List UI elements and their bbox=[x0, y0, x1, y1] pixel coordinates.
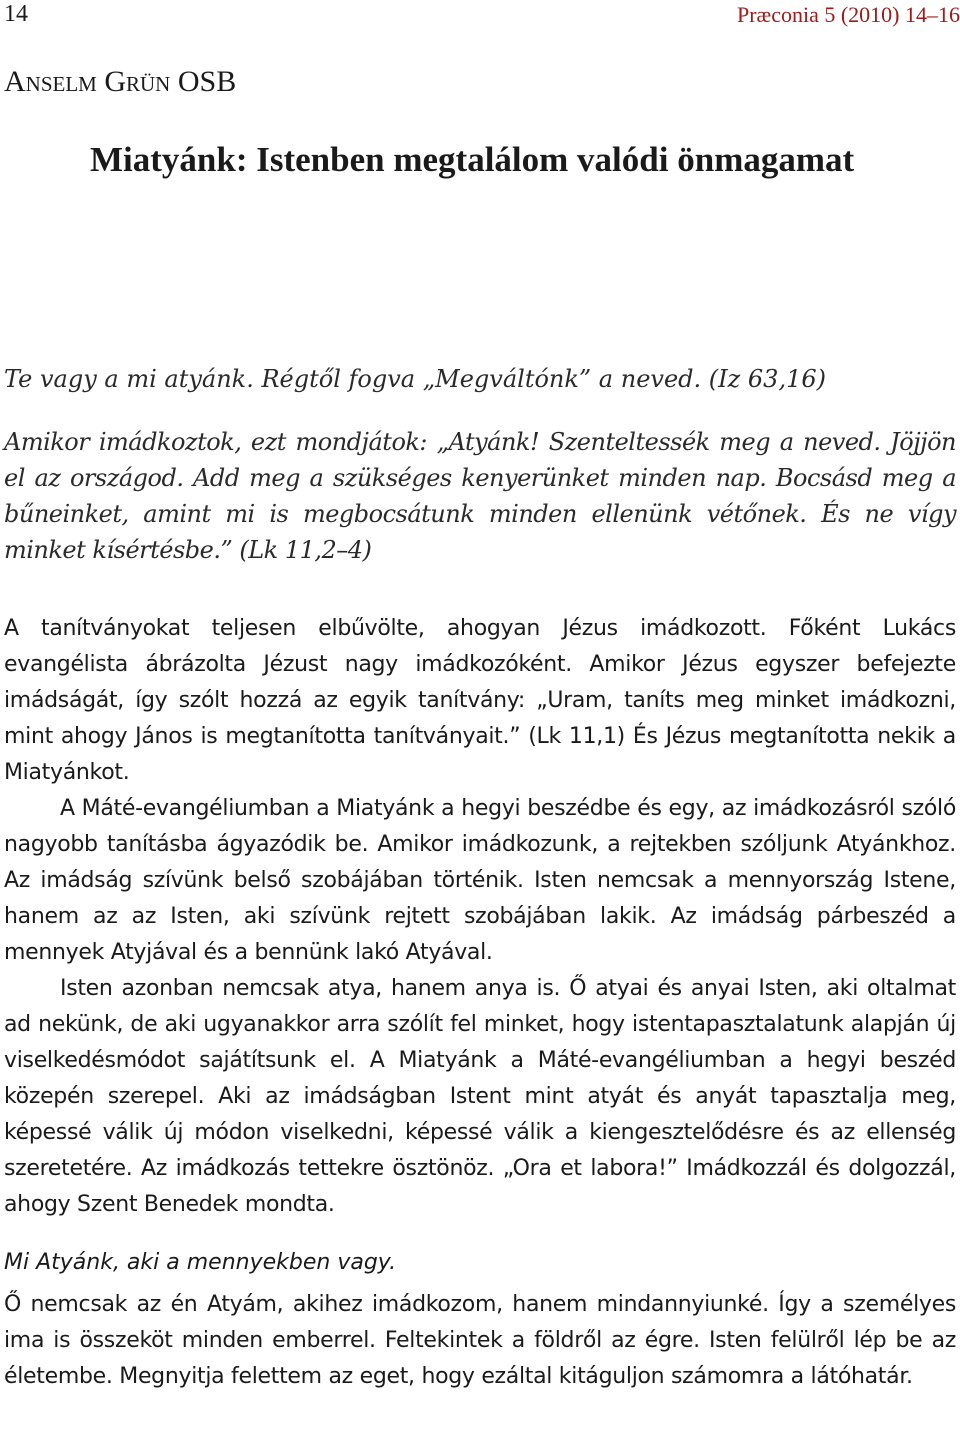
body-paragraph: A Máté-evangéliumban a Miatyánk a hegyi beszédbe és egy, az imádkozásról szóló nagyobb tanításba ágyazódik be. Amikor imádkozunk, a rejtekben szóljunk Atyánkhoz. Az imádság szívünk belső szobájában történik. Isten nemcsak a mennyország Istene, hanem az az Isten, aki szívünk rejtett szobájában lakik. Az imádság párbeszéd a mennyek Atyjával és a bennünk lakó Atyával. bbox=[4, 796, 956, 965]
page-number: 14 bbox=[4, 1, 28, 27]
article-author: Anselm Grün OSB bbox=[4, 65, 237, 98]
section-body bbox=[4, 1287, 956, 1395]
page-header bbox=[4, 0, 960, 32]
epigraph-luke: Amikor imádkoztok, ezt mondjátok: „Atyánk! Szenteltessék meg a neved. Jöjjön el az országod. Add meg a szükséges kenyerünket minden nap. Bocsásd meg a bűneinket, amint mi is megbocsátunk minden ellenünk vétőnek. És ne vígy minket kísértésbe.” (Lk 11,2–4) bbox=[4, 428, 956, 564]
running-head: Præconia 5 (2010) 14–16 bbox=[736, 2, 960, 27]
body-paragraph: Isten azonban nemcsak atya, hanem anya is. Ő atyai és anyai Isten, aki oltalmat ad nekünk, de aki ugyanakkor arra szólít fel minket, hogy istentapasztalatunk alapján új viselkedésmódot sajátítsunk el. A Miatyánk a Máté-evangéliumban a hegyi beszéd közepén szerepel. Aki az imádságban Istent mint atyát és anyát tapasztalja meg, képessé válik új módon viselkedni, képessé válik a kiengesztelődésre és az ellenség szeretetére. Az imádkozás tettekre ösztönöz. „Ora et labora!” Imádkozzál és dolgozzál, ahogy Szent Benedek mondta. bbox=[4, 976, 956, 1217]
body-paragraph: A tanítványokat teljesen elbűvölte, ahogyan Jézus imádkozott. Főként Lukács evangélista ábrázolta Jézust nagy imádkozóként. Amikor Jézus egyszer befejezte imádságát, így szólt hozzá az egyik tanítvány: „Uram, taníts meg minket imádkozni, mint ahogy János is megtanította tanítványait.” (Lk 11,1) És Jézus megtanította nekik a Miatyánkot. bbox=[4, 616, 956, 785]
article-body bbox=[4, 611, 956, 1223]
epigraph-isaiah: Te vagy a mi atyánk. Régtől fogva „Megváltónk” a neved. (Iz 63,16) bbox=[4, 365, 826, 393]
body-paragraph: Ő nemcsak az én Atyám, akihez imádkozom, hanem mindannyiunké. Így a személyes ima is összeköt minden emberrel. Feltekintek a földről az égre. Isten felülről lép be az életembe. Megnyitja felettem az eget, hogy ezáltal kitáguljon számomra a látóhatár. bbox=[4, 1292, 956, 1389]
article-title: Miatyánk: Istenben megtalálom valódi önmagamat bbox=[90, 140, 855, 179]
section-heading: Mi Atyánk, aki a mennyekben vagy. bbox=[4, 1250, 397, 1275]
